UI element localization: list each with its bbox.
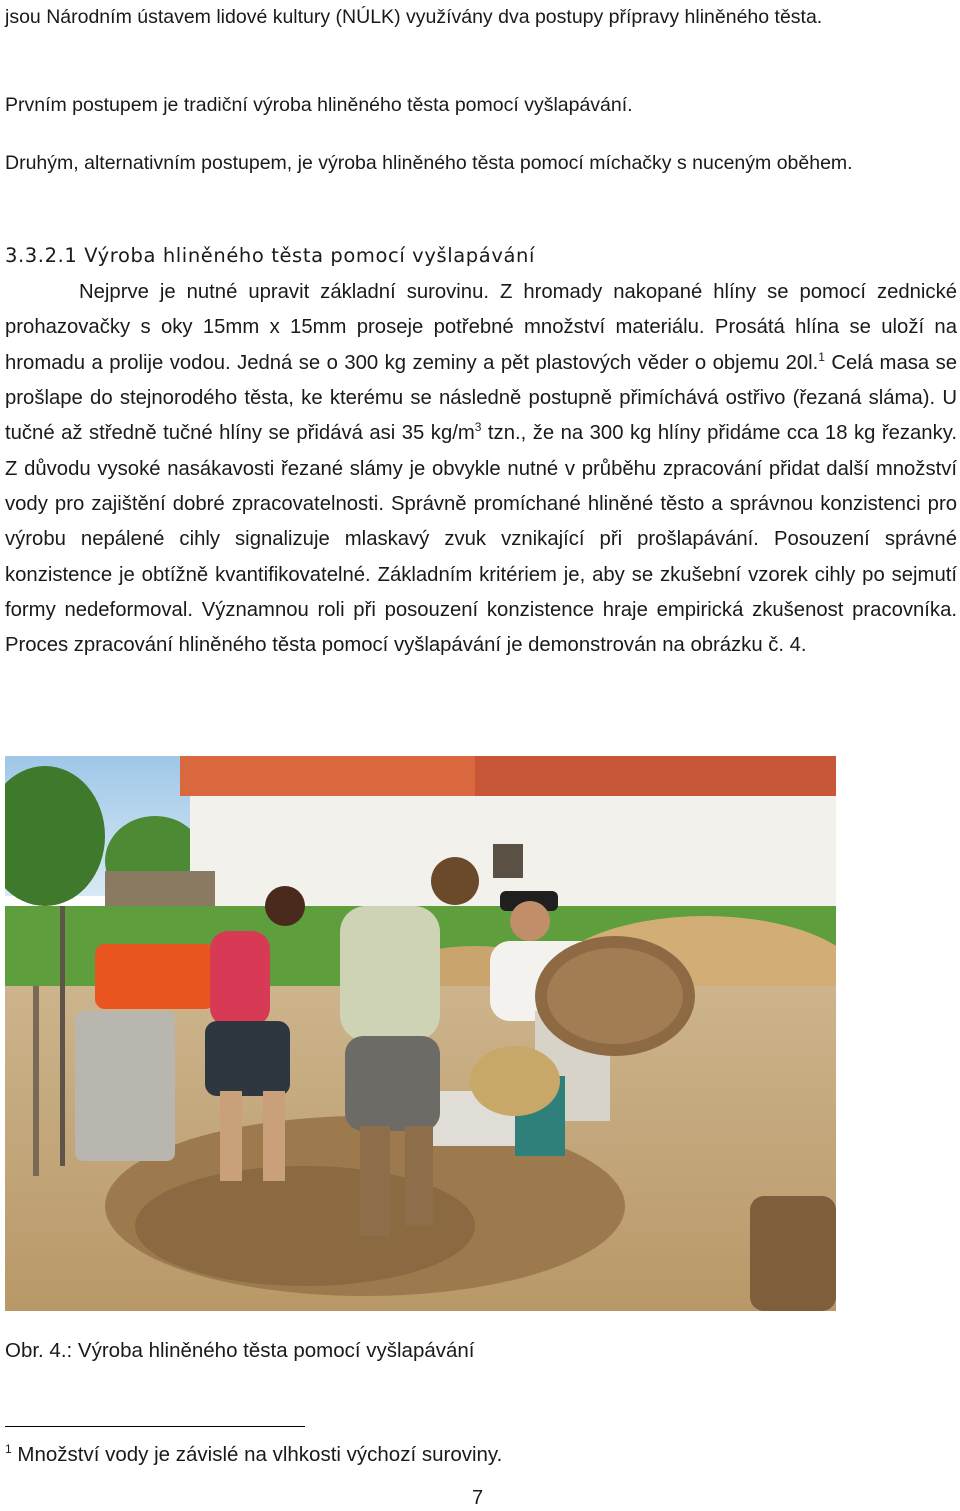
intro-paragraph-3: Druhým, alternativním postupem, je výroba hliněného těsta pomocí míchačky s nuceným oběhem. [5,152,853,174]
page-number: 7 [472,1487,484,1509]
intro-paragraph-2: Prvním postupem je tradiční výroba hliněného těsta pomocí vyšlapávání. [5,94,633,116]
footnote [5,1440,502,1470]
body-text-part-a: Nejprve je nutné upravit základní surovinu. Z hromady nakopané hlíny se pomocí zednické prohazovačky s oky 15mm x 15mm proseje potřebné množství materiálu. Prosátá hlína se uloží na hromadu a prolije vodou. Jedná se o 300 kg zeminy a pět plastových věder o objemu 20l. [5,281,957,374]
intro-paragraph-1: jsou Národním ústavem lidové kultury (NÚLK) využívány dva postupy přípravy hliněného těsta. [5,6,823,28]
section-body-paragraph [5,275,957,664]
body-text-part-c: tzn., že na 300 kg hlíny přidáme cca 18 kg řezanky. Z důvodu vysoké nasákavosti řezané slámy je obvykle nutné v průběhu zpracování přidat další množství vody pro zajištění dobré zpracovatelnosti. Správně promíchané hliněné těsto a správnou konzistenci pro výrobu nepálené cihly signalizuje mlaskavý zvuk vznikající při prošlapávání. Posouzení správné konzistence je obtížně kvantifikovatelné. Základním kritériem je, aby se zkušební vzorek cihly po sejmutí formy nedeformoval. Významnou roli při posouzení konzistence hraje empirická zkušenost pracovníka. Proces zpracování hliněného těsta pomocí vyšlapávání je demonstrován na obrázku č. 4. [5,422,957,657]
superscript-exponent: 3 [474,420,482,435]
section-heading: 3.3.2.1 Výroba hliněného těsta pomocí vyšlapávání [5,244,535,267]
body-text-part-b: Celá masa se prošlape do stejnorodého těsta, ke kterému se následně postupně přimíchává ostřivo (řezaná sláma). U tučné až středně tučné hlíny se přidává asi 35 kg/m [5,351,957,445]
footnote-reference[interactable]: 1 [818,349,825,364]
footnote-separator [5,1426,305,1427]
figure-caption: Obr. 4.: Výroba hliněného těsta pomocí vyšlapávání [5,1339,475,1362]
footnote-text: Množství vody je závislé na vlhkosti výchozí suroviny. [11,1443,503,1466]
footnote-number: 1 [5,1442,12,1457]
figure-photo [5,756,836,1311]
